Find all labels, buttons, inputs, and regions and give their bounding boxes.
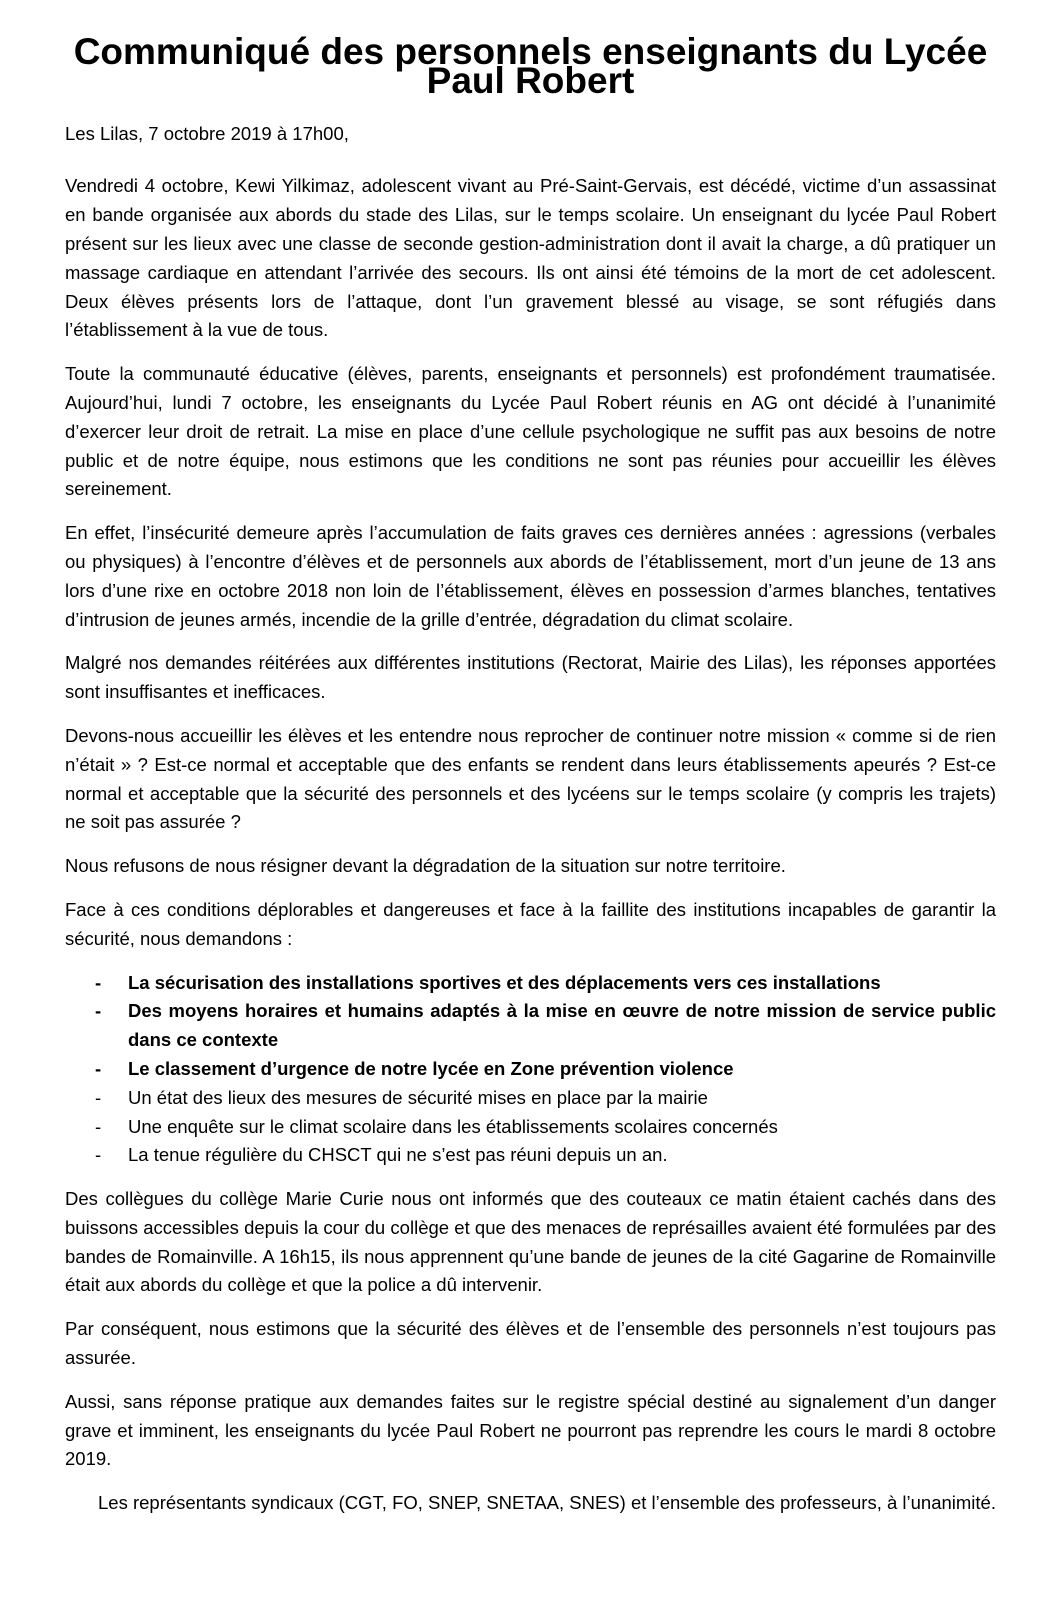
demand-label: La sécurisation des installations sportives et des déplacements vers ces installations	[128, 971, 881, 993]
demand-label: Un état des lieux des mesures de sécurité mises en place par la mairie	[128, 1086, 708, 1108]
dash-marker: -	[95, 1000, 102, 1022]
demand-label: La tenue régulière du CHSCT qui ne s’est pas réuni depuis un an.	[128, 1144, 668, 1166]
paragraph-institutions: Malgré nos demandes réitérées aux différentes institutions (Rectorat, Mairie des Lilas), les réponses apportées sont insuffisantes et inefficaces.	[65, 652, 996, 703]
signature-line: Les représentants syndicaux (CGT, FO, SNEP, SNETAA, SNES) et l’ensemble des professeurs, à l’unanimité.	[98, 1492, 996, 1514]
list-item	[65, 1113, 996, 1142]
paragraph-community: Toute la communauté éducative (élèves, parents, enseignants et personnels) est profondément traumatisée. Aujourd’hui, lundi 7 octobre, les enseignants du Lycée Paul Robert réunis en AG ont décidé à l’unanimité d’exercer leur droit de retrait. La mise en place d’une cellule psychologique ne suffit pas aux besoins de notre public et de notre équipe, nous estimons que les conditions ne sont pas réunies pour accueillir les élèves sereinement.	[65, 363, 996, 500]
demand-label: Une enquête sur le climat scolaire dans les établissements scolaires concernés	[128, 1115, 778, 1137]
paragraph-incident: Vendredi 4 octobre, Kewi Yilkimaz, adolescent vivant au Pré-Saint-Gervais, est décédé, victime d’un assassinat en bande organisée aux abords du stade des Lilas, sur le temps scolaire. Un enseignant du lycée Paul Robert présent sur les lieux avec une classe de seconde gestion-administration dont il avait la charge, a dû pratiquer un massage cardiaque en attendant l’arrivée des secours. Ils ont ainsi été témoins de la mort de cet adolescent. Deux élèves présents lors de l’attaque, dont l’un gravement blessé au visage, se sont réfugiés dans l’établissement à la vue de tous.	[65, 175, 996, 341]
demand-label: Le classement d’urgence de notre lycée en Zone prévention violence	[128, 1057, 734, 1079]
list-item	[65, 997, 996, 1055]
dash-marker: -	[95, 1086, 102, 1108]
document-title: Communiqué des personnels enseignants du Lycée Paul Robert	[73, 31, 988, 101]
dash-marker: -	[95, 1057, 102, 1079]
list-item	[65, 1141, 996, 1170]
paragraph-insecurity: En effet, l’insécurité demeure après l’accumulation de faits graves ces dernières années : agressions (verbales ou physiques) à l’encontre d’élèves et de personnels aux abords de l’établissement, mort d’un jeune de 13 ans lors d’une rixe en octobre 2018 non loin de l’établissement, élèves en possession d’armes blanches, tentatives d’intrusion de jeunes armés, incendie de la grille d’entrée, dégradation du climat scolaire.	[65, 522, 996, 630]
paragraph-marie-curie: Des collègues du collège Marie Curie nous ont informés que des couteaux ce matin étaient cachés dans des buissons accessibles depuis la cour du collège et que des menaces de représailles avaient été formulées par des bandes de Romainville. A 16h15, ils nous apprennent qu’une bande de jeunes de la cité Gagarine de Romainville était aux abords du collège et que la police a dû intervenir.	[65, 1188, 996, 1296]
paragraph-refusal: Nous refusons de nous résigner devant la dégradation de la situation sur notre territoire.	[65, 855, 786, 877]
dash-marker: -	[95, 971, 102, 993]
demands-list	[65, 969, 996, 1171]
list-item	[65, 969, 996, 998]
demand-label: Des moyens horaires et humains adaptés à la mise en œuvre de notre mission de service public dans ce contexte	[128, 1000, 996, 1051]
dateline: Les Lilas, 7 octobre 2019 à 17h00,	[65, 122, 349, 144]
dash-marker: -	[95, 1115, 102, 1137]
list-item	[65, 1084, 996, 1113]
paragraph-conclusion: Aussi, sans réponse pratique aux demandes faites sur le registre spécial destiné au signalement d’un danger grave et imminent, les enseignants du lycée Paul Robert ne pourront pas reprendre les cours le mardi 8 octobre 2019.	[65, 1390, 996, 1470]
paragraph-questions: Devons-nous accueillir les élèves et les entendre nous reprocher de continuer notre mission « comme si de rien n’était » ? Est-ce normal et acceptable que des enfants se rendent dans leurs établissements apeurés ? Est-ce normal et acceptable que la sécurité des personnels et des lycéens sur le temps scolaire (y compris les trajets) ne soit pas assurée ?	[65, 724, 996, 833]
dash-marker: -	[95, 1144, 102, 1166]
list-item	[65, 1055, 996, 1084]
paragraph-consequence: Par conséquent, nous estimons que la sécurité des élèves et de l’ensemble des personnels n’est toujours pas assurée.	[65, 1318, 996, 1369]
paragraph-demands-intro: Face à ces conditions déplorables et dangereuses et face à la faillite des institutions incapables de garantir la sécurité, nous demandons :	[65, 898, 996, 949]
